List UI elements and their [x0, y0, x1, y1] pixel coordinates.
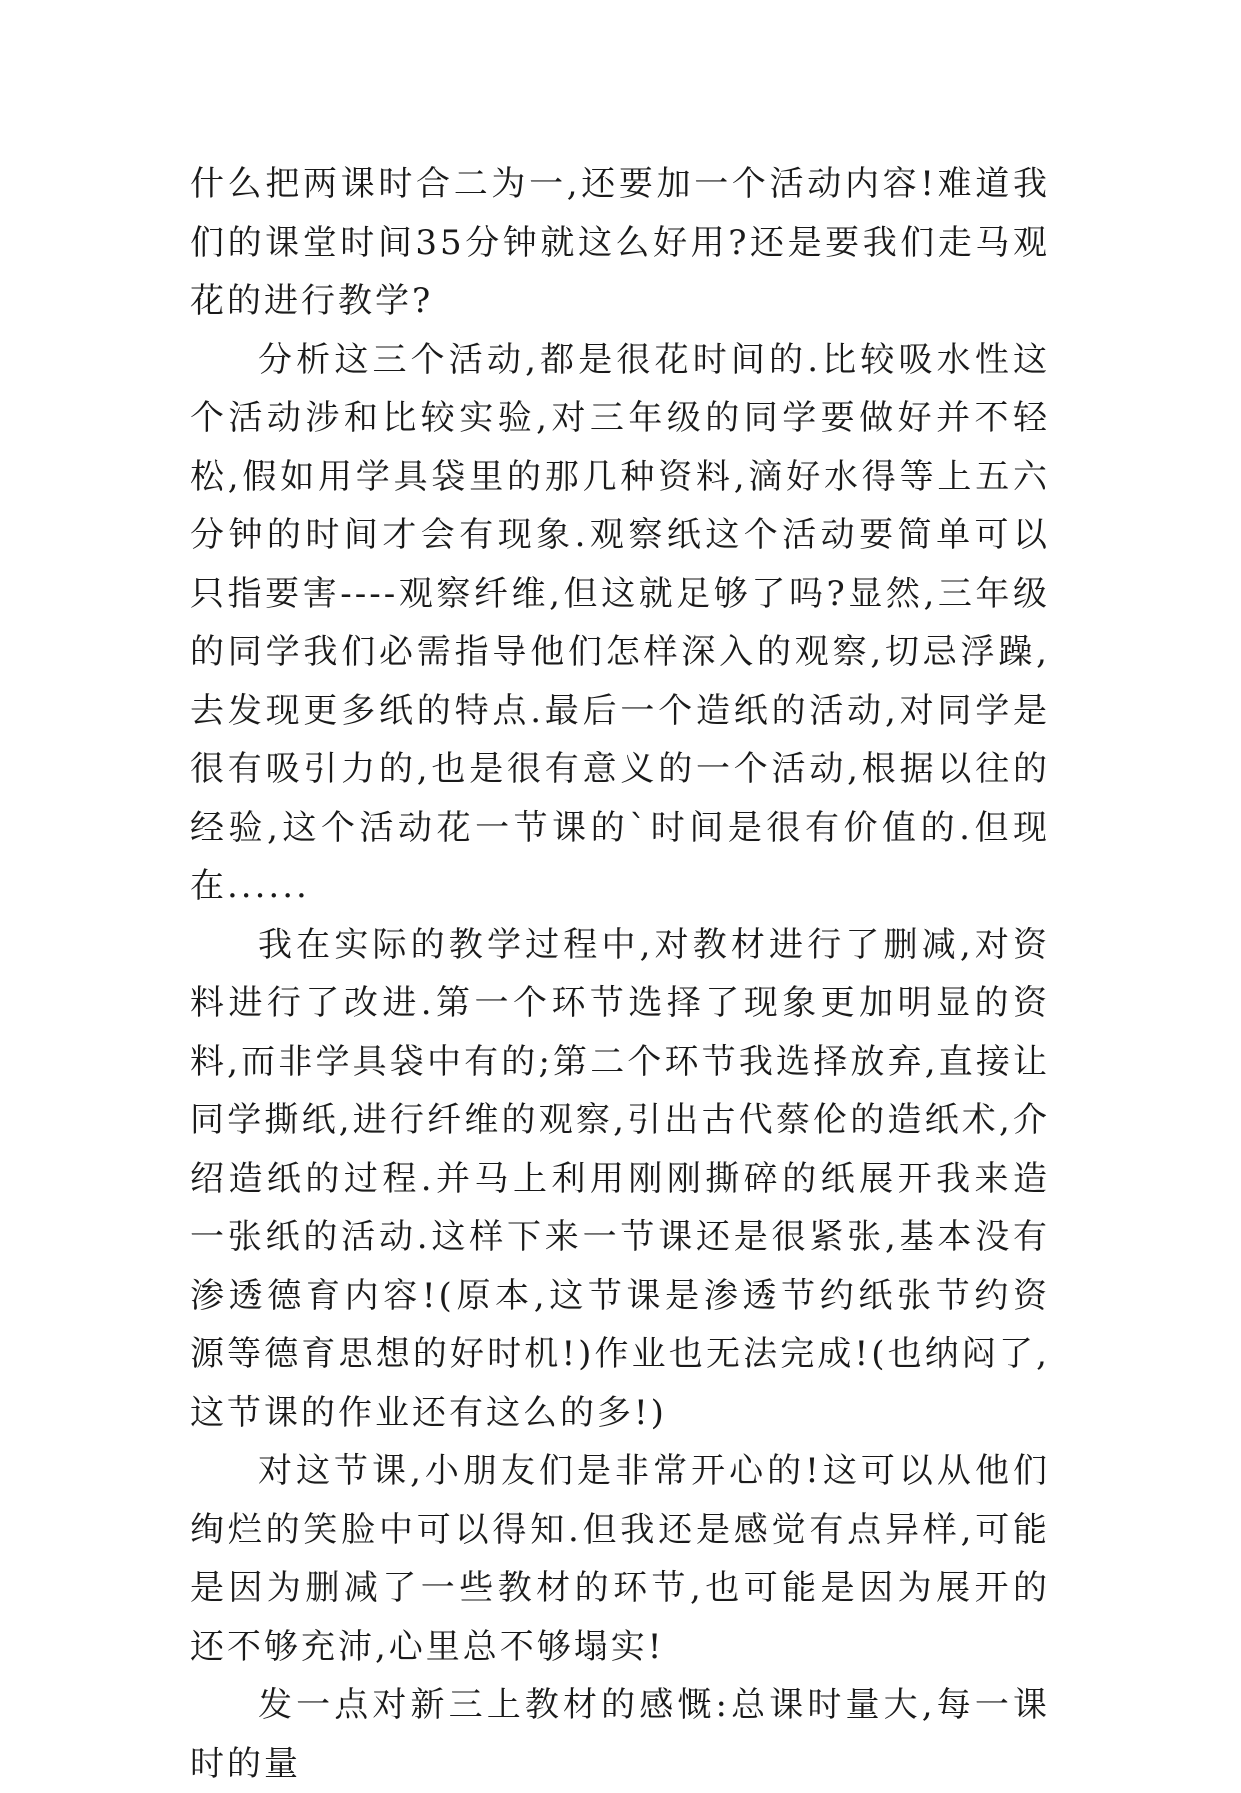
document-body — [190, 155, 1050, 1793]
paragraph-5: 发一点对新三上教材的感慨:总课时量大,每一课时的量 — [190, 1685, 1050, 1784]
paragraph-2: 分析这三个活动,都是很花时间的.比较吸水性这个活动涉和比较实验,对三年级的同学要做好并不轻松,假如用学具袋里的那几种资料,滴好水得等上五六分钟的时间才会有现象.观察纸这个活动要简单可以只指要害----观察纤维,但这就足够了吗?显然,三年级的同学我们必需指导他们怎样深入的观察,切忌浮躁,去发现更多纸的特点.最后一个造纸的活动,对同学是很有吸引力的,也是很有意义的一个活动,根据以往的经验,这个活动花一节课的`时间是很有价值的.但现在...... — [190, 339, 1050, 906]
paragraph-1: 什么把两课时合二为一,还要加一个活动内容!难道我们的课堂时间35分钟就这么好用?还是要我们走马观花的进行教学? — [190, 164, 1050, 321]
paragraph-3: 我在实际的教学过程中,对教材进行了删减,对资料进行了改进.第一个环节选择了现象更加明显的资料,而非学具袋中有的;第二个环节我选择放弃,直接让同学撕纸,进行纤维的观察,引出古代蔡伦的造纸术,介绍造纸的过程.并马上利用刚刚撕碎的纸展开我来造一张纸的活动.这样下来一节课还是很紧张,基本没有渗透德育内容!(原本,这节课是渗透节约纸张节约资源等德育思想的好时机!)作业也无法完成!(也纳闷了,这节课的作业还有这么的多!) — [190, 924, 1050, 1433]
paragraph-4: 对这节课,小朋友们是非常开心的!这可以从他们绚烂的笑脸中可以得知.但我还是感觉有点异样,可能是因为删减了一些教材的环节,也可能是因为展开的还不够充沛,心里总不够塌实! — [190, 1451, 1050, 1667]
